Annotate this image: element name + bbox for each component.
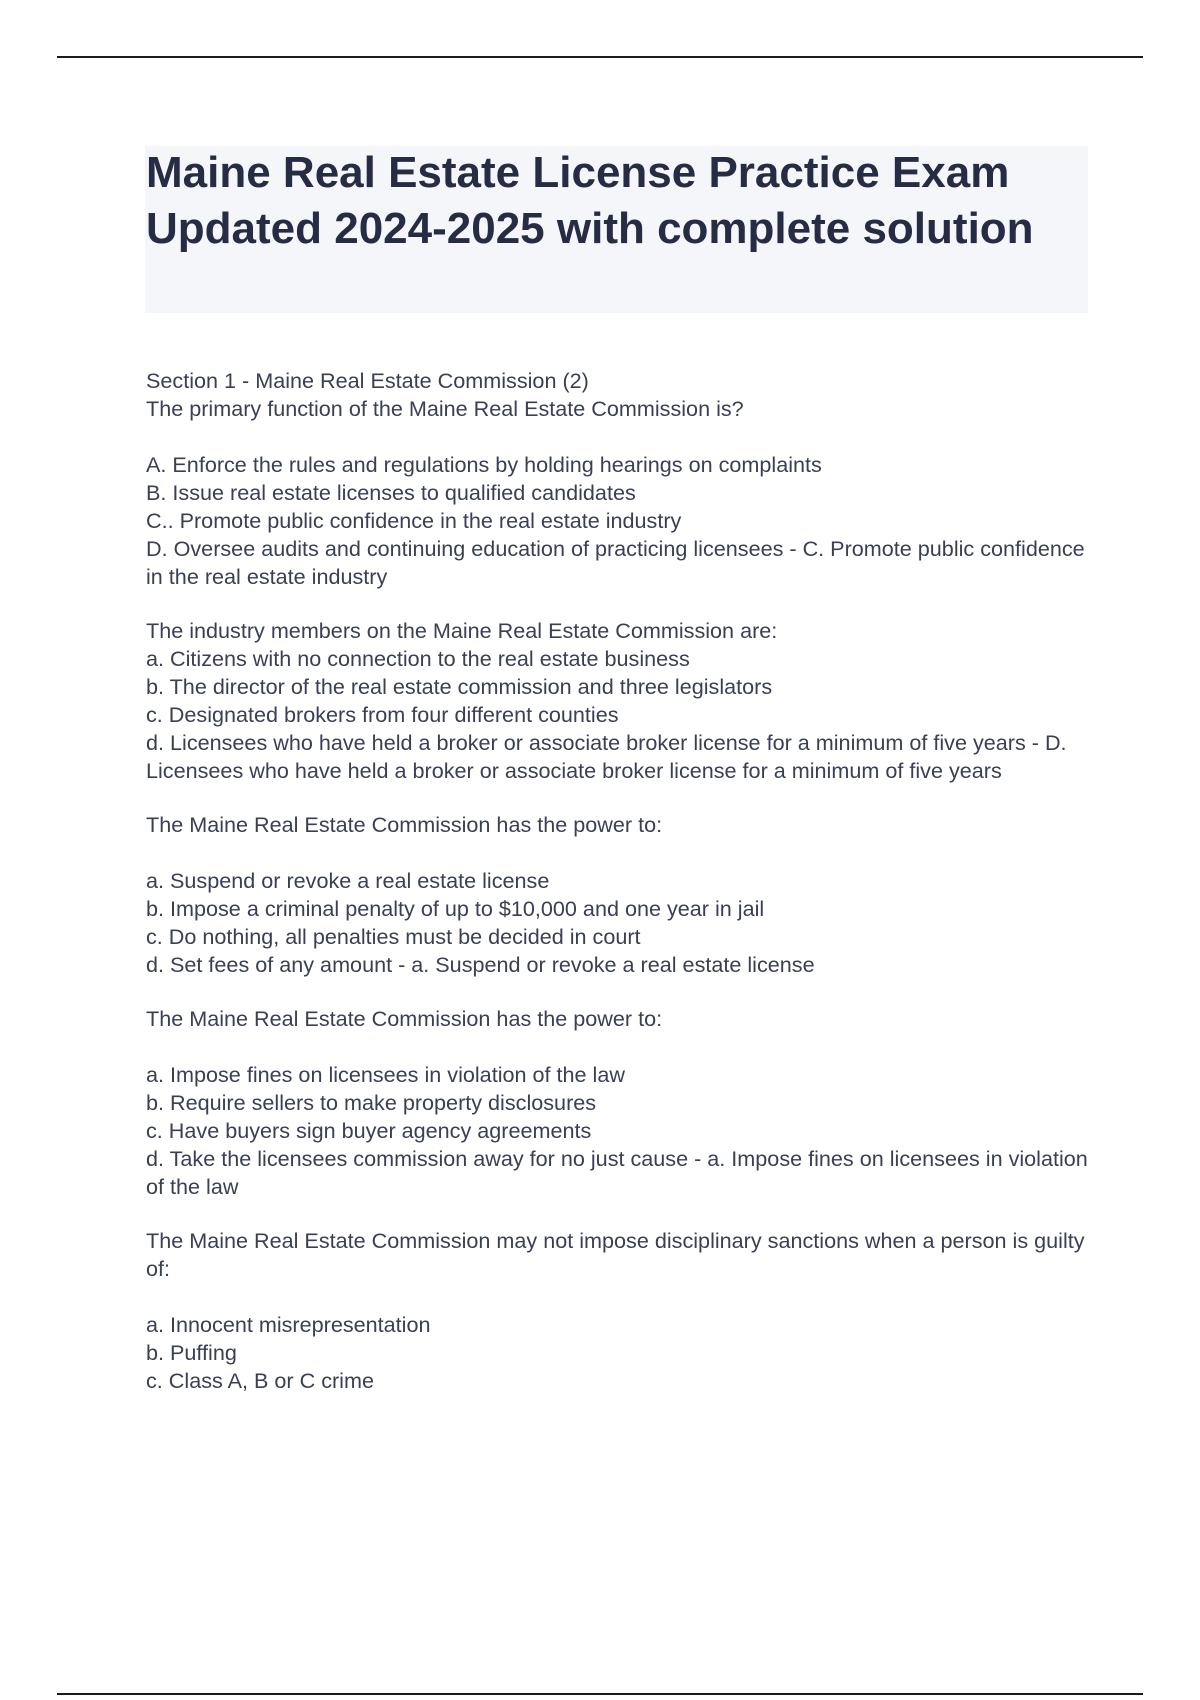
answer-option-with-solution: d. Licensees who have held a broker or associate broker license for a minimum of five years - D. Licensees who have held a broker or associate broker license for a minimum of five years xyxy=(146,730,1067,783)
question-block-2 xyxy=(146,617,1096,785)
document-title: Maine Real Estate License Practice Exam Updated 2024-2025 with complete solution xyxy=(146,148,1034,253)
spacer xyxy=(146,423,1096,451)
spacer xyxy=(146,1283,1096,1311)
answer-option: c. Class A, B or C crime xyxy=(146,1368,374,1393)
question-prompt: The Maine Real Estate Commission has the power to: xyxy=(146,1006,663,1031)
answer-option-with-solution: d. Set fees of any amount - a. Suspend or revoke a real estate license xyxy=(146,952,815,977)
answer-option: a. Impose fines on licensees in violation of the law xyxy=(146,1062,625,1087)
answer-option: b. Require sellers to make property disclosures xyxy=(146,1090,597,1115)
question-block-3 xyxy=(146,811,1096,979)
answer-option-with-solution: d. Take the licensees commission away for no just cause - a. Impose fines on licensees in violation of the law xyxy=(146,1146,1088,1199)
answer-option: B. Issue real estate licenses to qualified candidates xyxy=(146,480,636,505)
answer-option: a. Suspend or revoke a real estate license xyxy=(146,868,550,893)
answer-option: b. The director of the real estate commission and three legislators xyxy=(146,674,773,699)
answer-option: c. Do nothing, all penalties must be decided in court xyxy=(146,924,641,949)
question-block-5 xyxy=(146,1227,1096,1395)
answer-option: a. Citizens with no connection to the real estate business xyxy=(146,646,690,671)
question-block-1 xyxy=(146,367,1096,591)
question-prompt: The primary function of the Maine Real Estate Commission is? xyxy=(146,396,744,421)
answer-option: A. Enforce the rules and regulations by holding hearings on complaints xyxy=(146,452,822,477)
section-heading: Section 1 - Maine Real Estate Commission (2) xyxy=(146,368,589,393)
top-rule xyxy=(57,56,1143,58)
bottom-rule xyxy=(57,1693,1143,1695)
answer-option-with-solution: D. Oversee audits and continuing education of practicing licensees - C. Promote public confidence in the real estate industry xyxy=(146,536,1085,589)
answer-option: c. Designated brokers from four different counties xyxy=(146,702,619,727)
question-block-4 xyxy=(146,1005,1096,1201)
spacer xyxy=(146,839,1096,867)
answer-option: C.. Promote public confidence in the real estate industry xyxy=(146,508,682,533)
answer-option: a. Innocent misrepresentation xyxy=(146,1312,431,1337)
question-prompt: The Maine Real Estate Commission has the power to: xyxy=(146,812,663,837)
answer-option: c. Have buyers sign buyer agency agreements xyxy=(146,1118,592,1143)
spacer xyxy=(146,1033,1096,1061)
answer-option: b. Impose a criminal penalty of up to $10,000 and one year in jail xyxy=(146,896,765,921)
document-body xyxy=(146,367,1096,1421)
answer-option: b. Puffing xyxy=(146,1340,237,1365)
question-prompt: The industry members on the Maine Real Estate Commission are: xyxy=(146,618,778,643)
question-prompt: The Maine Real Estate Commission may not impose disciplinary sanctions when a person is guilty of: xyxy=(146,1228,1085,1281)
